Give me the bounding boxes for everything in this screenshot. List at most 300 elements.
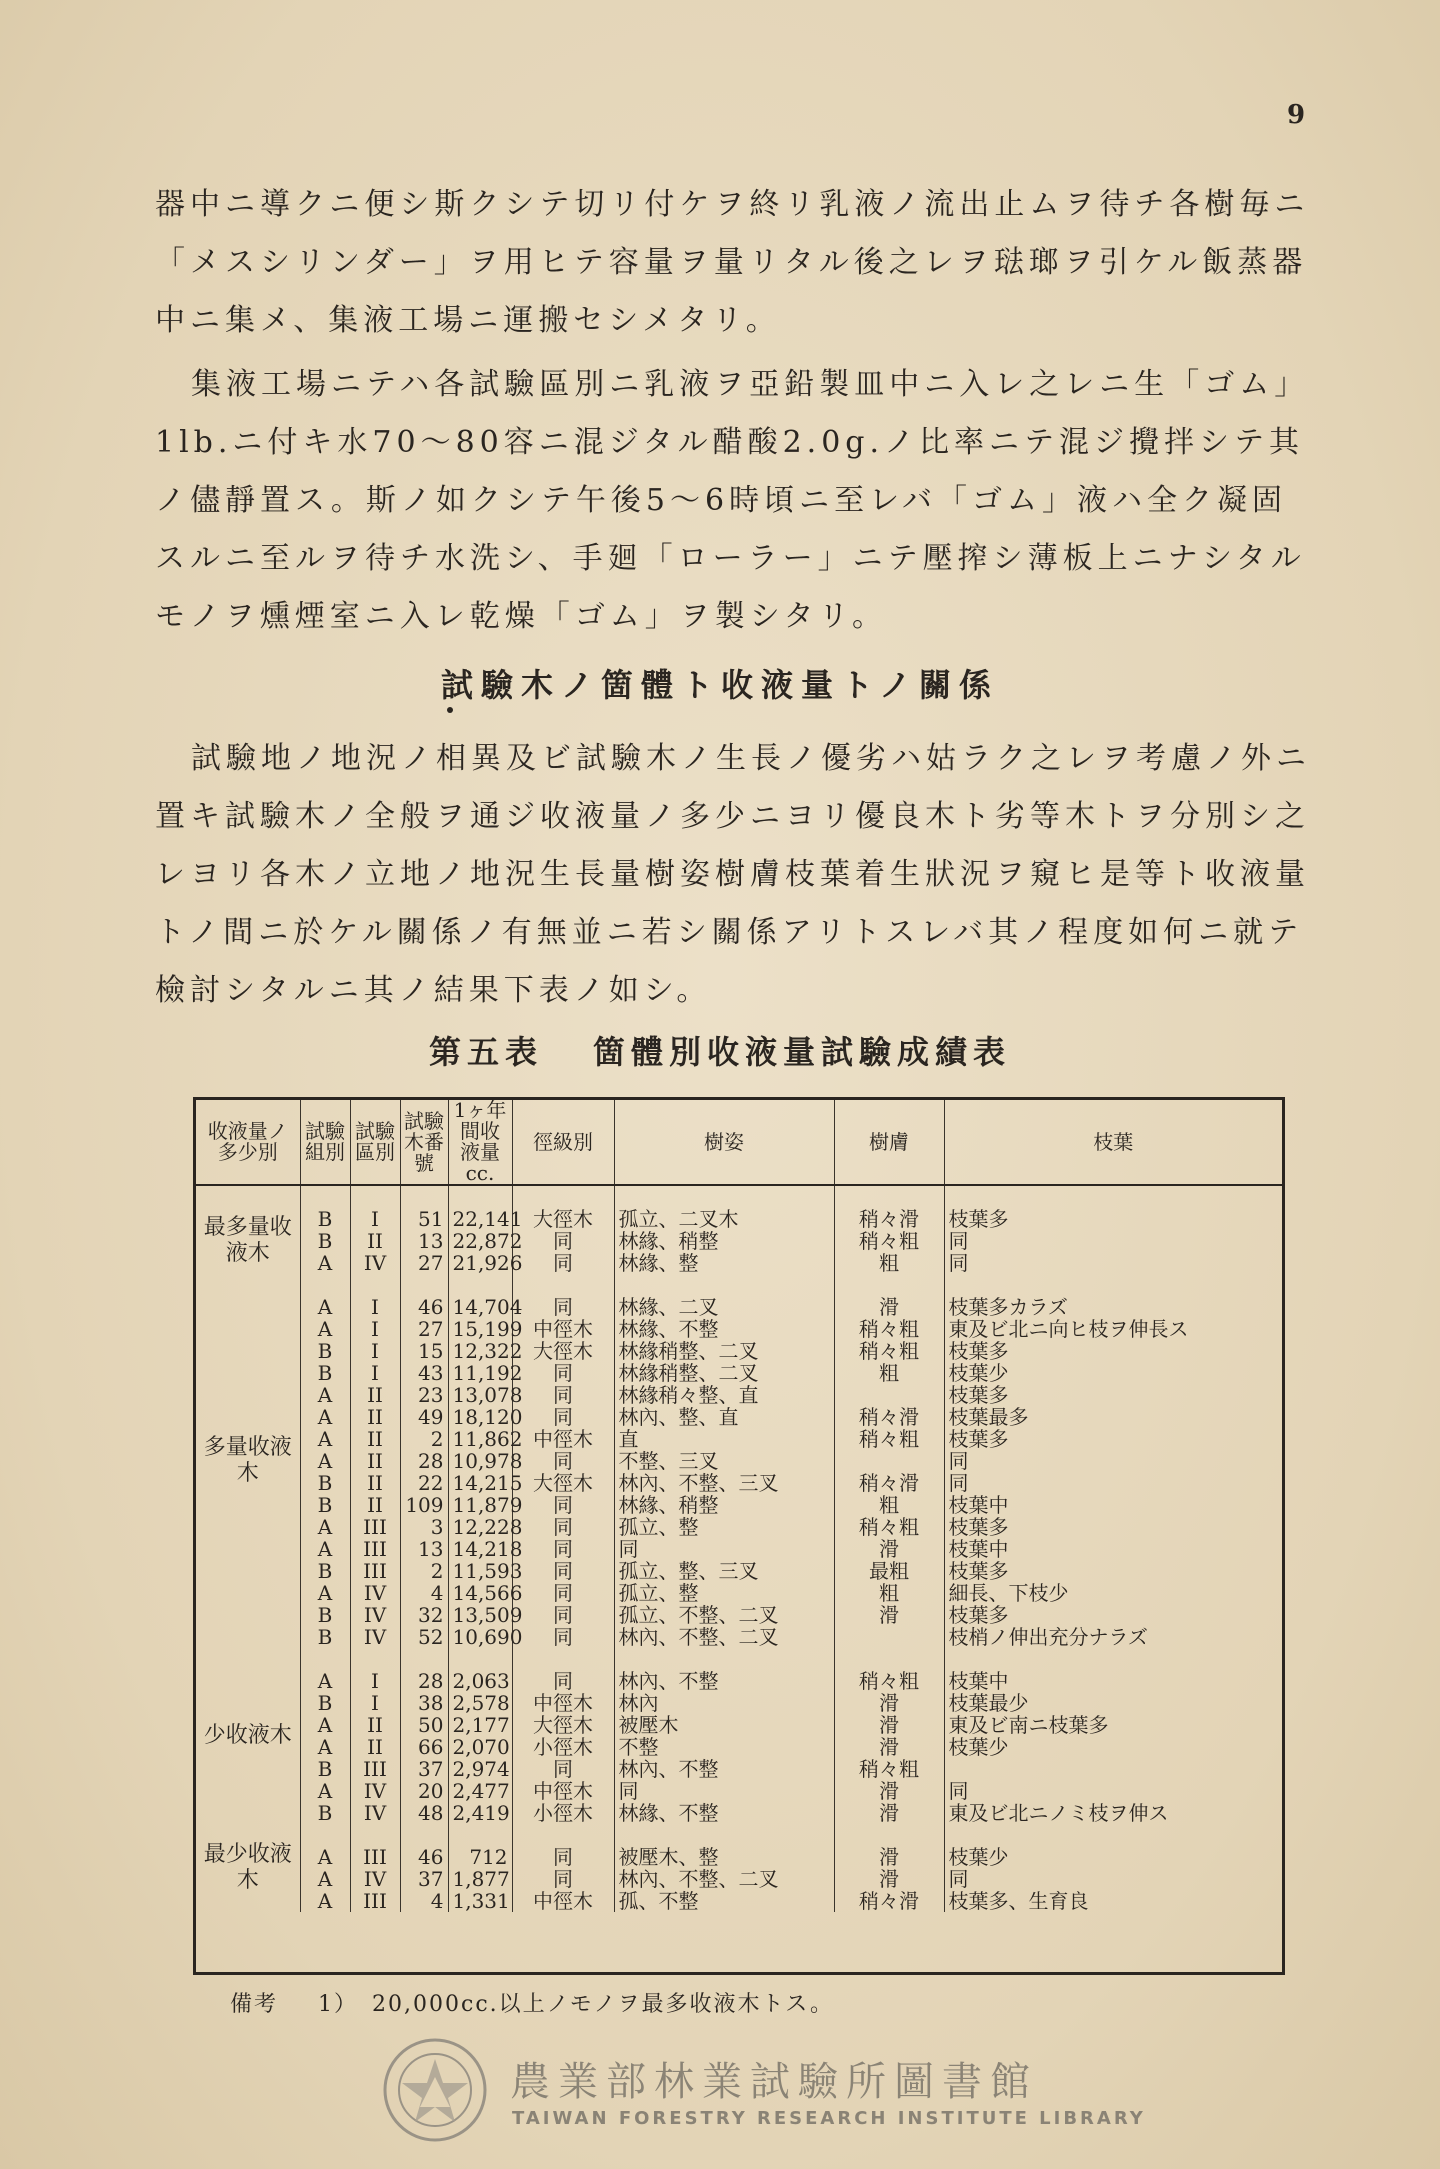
cell-foliage: 東及ビ北ニノミ枝ヲ伸ス [948,1801,1169,1825]
cell-set: B [300,1494,350,1516]
cell-tree-no: 13 [400,1230,448,1252]
cell-set: A [300,1406,350,1428]
library-name-english: TAIWAN FORESTRY RESEARCH INSTITUTE LIBRARY [512,2108,1146,2129]
header-yield: 1ヶ年間收液量cc. [448,1100,512,1185]
cell-tree-no: 38 [400,1692,448,1714]
cell-set: A [300,1714,350,1736]
cell-bark: 粗 [834,1362,944,1384]
table-note [230,1987,834,2018]
header-form: 樹姿 [614,1100,834,1185]
cell-form: 孤立、整 [614,1516,834,1538]
cell-tree-no: 48 [400,1802,448,1824]
cell-tree-no: 46 [400,1846,448,1868]
cell-diameter: 同 [512,1626,614,1648]
cell-foliage [944,1758,1282,1780]
cell-yield: 11,593 [448,1560,512,1582]
cell-plot: III [350,1846,400,1868]
spacer-cell [350,1185,400,1208]
table-row [196,1384,1282,1406]
spacer-cell [614,1824,834,1846]
cell-diameter: 大徑木 [512,1340,614,1362]
cell-plot: IV [350,1868,400,1890]
table-row [196,1428,1282,1450]
cell-tree-no: 109 [400,1494,448,1516]
cell-form: 同 [614,1538,834,1560]
cell-form: 林內、不整、二叉 [614,1626,834,1648]
cell-tree-no: 13 [400,1538,448,1560]
cell-plot: IV [350,1604,400,1626]
cell-yield: 2,419 [448,1802,512,1824]
cell-bark: 稍々粗 [834,1758,944,1780]
page-number: 9 [1287,100,1306,130]
spacer-cell [834,1648,944,1670]
cell-diameter: 同 [512,1384,614,1406]
cell-yield: 22,872 [448,1230,512,1252]
cell-plot: IV [350,1802,400,1824]
spacer-cell [400,1185,448,1208]
cell-set: B [300,1208,350,1230]
cell-diameter: 同 [512,1362,614,1384]
cell-diameter: 同 [512,1560,614,1582]
cell-yield: 14,215 [448,1472,512,1494]
cell-diameter: 同 [512,1846,614,1868]
cell-yield: 2,477 [448,1780,512,1802]
cell-form: 林內、不整 [614,1670,834,1692]
cell-bark: 滑 [834,1604,944,1626]
table-row [196,1472,1282,1494]
spacer-cell [400,1648,448,1670]
results-table [196,1100,1282,1912]
cell-form: 同 [614,1780,834,1802]
table-row [196,1516,1282,1538]
cell-bark: 滑 [834,1296,944,1318]
cell-plot: II [350,1736,400,1758]
cell-foliage: 枝葉中 [948,1669,1009,1693]
cell-yield: 2,974 [448,1758,512,1780]
cell-bark: 滑 [834,1736,944,1758]
cell-tree-no: 27 [400,1318,448,1340]
spacer-cell [400,1274,448,1296]
cell-set: B [300,1230,350,1252]
cell-plot: II [350,1494,400,1516]
spacer-cell [834,1274,944,1296]
cell-foliage: 枝梢ノ伸出充分ナラズ [948,1625,1148,1649]
cell-set: A [300,1582,350,1604]
cell-diameter: 大徑木 [512,1472,614,1494]
table-row [196,1450,1282,1472]
cell-set: A [300,1450,350,1472]
cell-tree-no: 27 [400,1252,448,1274]
cell-foliage: 東及ビ南ニ枝葉多 [948,1713,1109,1737]
cell-plot: I [350,1362,400,1384]
header-set: 試驗組別 [300,1100,350,1185]
cell-diameter: 中徑木 [512,1780,614,1802]
paragraph: 集液工場ニテハ各試驗區別ニ乳液ヲ亞鉛製皿中ニ入レ之レニ生「ゴム」1lb.ニ付キ水70～80容ニ混ジタル醋酸2.0g.ノ比率ニテ混ジ攪拌シテ其ノ儘靜置ス。斯ノ如クシテ午後5～6時頃ニ至レバ「ゴム」液ハ全ク凝固スルニ至ルヲ待チ水洗シ、手廻「ローラー」ニテ壓搾シ薄板上ニナシタルモノヲ燻煙室ニ入レ乾燥「ゴム」ヲ製シタリ。 [155,367,1310,634]
spacer-cell [300,1185,350,1208]
table-row [196,1780,1282,1802]
spacer-cell [300,1274,350,1296]
cell-bark [834,1450,944,1472]
cell-diameter: 同 [512,1252,614,1274]
table-row [196,1406,1282,1428]
cell-form: 被壓木、整 [614,1846,834,1868]
cell-bark: 稍々粗 [834,1318,944,1340]
cell-set: B [300,1472,350,1494]
header-diameter: 徑級別 [512,1100,614,1185]
cell-tree-no: 52 [400,1626,448,1648]
table-spacer-row [196,1274,1282,1296]
cell-set: B [300,1692,350,1714]
cell-form: 林緣稍整、二叉 [614,1362,834,1384]
cell-form: 不整、三叉 [614,1450,834,1472]
cell-foliage: 枝葉多カラズ [948,1295,1068,1319]
table-row [196,1318,1282,1340]
results-table-frame [193,1097,1285,1975]
cell-plot: I [350,1318,400,1340]
cell-form: 孤立、二叉木 [614,1208,834,1230]
cell-set: A [300,1538,350,1560]
cell-tree-no: 2 [400,1560,448,1582]
cell-diameter: 中徑木 [512,1428,614,1450]
library-name: 農業部林業試驗所圖書館 [510,2059,1038,2105]
spacer-cell [448,1824,512,1846]
cell-tree-no: 51 [400,1208,448,1230]
cell-foliage: 同 [948,1867,969,1891]
cell-diameter: 同 [512,1296,614,1318]
cell-yield: 14,566 [448,1582,512,1604]
cell-yield: 1,877 [448,1868,512,1890]
cell-bark: 粗 [834,1252,944,1274]
cell-plot: IV [350,1626,400,1648]
cell-plot: I [350,1296,400,1318]
cell-foliage: 枝葉最多 [948,1405,1029,1429]
cell-set: A [300,1252,350,1274]
cell-diameter: 中徑木 [512,1318,614,1340]
cell-tree-no: 15 [400,1340,448,1362]
table-row [196,1208,1282,1230]
cell-yield: 13,509 [448,1604,512,1626]
cell-plot: IV [350,1252,400,1274]
spacer-cell [944,1824,1282,1846]
spacer-cell [300,1824,350,1846]
cell-foliage: 同 [948,1779,969,1803]
table-row [196,1802,1282,1824]
cell-diameter: 同 [512,1516,614,1538]
header-bark: 樹膚 [834,1100,944,1185]
table-row [196,1494,1282,1516]
cell-tree-no: 2 [400,1428,448,1450]
table-row [196,1670,1282,1692]
cell-yield: 11,192 [448,1362,512,1384]
table-spacer-row [196,1648,1282,1670]
cell-form: 不整 [614,1736,834,1758]
cell-foliage: 枝葉多 [948,1339,1009,1363]
table-spacer-row [196,1824,1282,1846]
cell-yield: 14,218 [448,1538,512,1560]
header-plot: 試驗區別 [350,1100,400,1185]
cell-foliage: 枝葉多 [948,1515,1009,1539]
intro-text [155,176,1315,652]
cell-tree-no: 32 [400,1604,448,1626]
table-header-row [196,1100,1282,1185]
cell-tree-no: 20 [400,1780,448,1802]
table-row [196,1230,1282,1252]
cell-yield: 11,879 [448,1494,512,1516]
cell-form: 孤、不整 [614,1890,834,1912]
cell-tree-no: 43 [400,1362,448,1384]
cell-plot: I [350,1670,400,1692]
table-row [196,1604,1282,1626]
cell-plot: IV [350,1780,400,1802]
cell-foliage: 同 [948,1251,969,1275]
cell-bark: 滑 [834,1846,944,1868]
cell-form: 林緣、整 [614,1252,834,1274]
cell-set: A [300,1736,350,1758]
cell-foliage: 枝葉多 [948,1603,1009,1627]
cell-set: A [300,1780,350,1802]
cell-diameter: 同 [512,1582,614,1604]
cell-bark: 滑 [834,1802,944,1824]
cell-form: 林內、不整 [614,1758,834,1780]
paragraph: 器中ニ導クニ便シ斯クシテ切リ付ケヲ終リ乳液ノ流出止ムヲ待チ各樹毎ニ「メスシリンダー」ヲ用ヒテ容量ヲ量リタル後之レヲ琺瑯ヲ引ケル飯蒸器中ニ集メ、集液工場ニ運搬セシメタリ。 [155,187,1310,338]
cell-diameter: 同 [512,1406,614,1428]
cell-diameter: 同 [512,1450,614,1472]
cell-plot: II [350,1450,400,1472]
section-heading: 試驗木ノ箇體ト收液量トノ關係 [440,666,1000,704]
table-title [0,1027,1440,1073]
table-row [196,1296,1282,1318]
table-row [196,1362,1282,1384]
cell-plot: II [350,1384,400,1406]
group-label: 最多量收液木 [196,1208,300,1274]
cell-tree-no: 4 [400,1890,448,1912]
cell-plot: III [350,1560,400,1582]
spacer-cell [300,1648,350,1670]
spacer-cell [944,1185,1282,1208]
cell-diameter: 中徑木 [512,1890,614,1912]
cell-foliage: 枝葉少 [948,1845,1009,1869]
table-row [196,1538,1282,1560]
cell-tree-no: 50 [400,1714,448,1736]
spacer-cell [350,1274,400,1296]
cell-diameter: 大徑木 [512,1208,614,1230]
spacer-cell [350,1648,400,1670]
cell-yield: 15,199 [448,1318,512,1340]
cell-yield: 712 [448,1846,512,1868]
cell-set: A [300,1516,350,1538]
cell-yield: 12,228 [448,1516,512,1538]
cell-form: 林緣、不整 [614,1802,834,1824]
table-row [196,1626,1282,1648]
cell-set: B [300,1604,350,1626]
cell-tree-no: 46 [400,1296,448,1318]
cell-foliage: 同 [948,1449,969,1473]
cell-foliage: 同 [948,1471,969,1495]
cell-bark: 滑 [834,1714,944,1736]
cell-plot: I [350,1692,400,1714]
cell-yield: 11,862 [448,1428,512,1450]
cell-form: 林緣、稍整 [614,1494,834,1516]
cell-bark: 稍々粗 [834,1428,944,1450]
cell-foliage: 同 [948,1229,969,1253]
cell-form: 林緣、不整 [614,1318,834,1340]
cell-set: A [300,1296,350,1318]
cell-yield: 1,331 [448,1890,512,1912]
cell-tree-no: 37 [400,1868,448,1890]
cell-yield: 18,120 [448,1406,512,1428]
cell-bark: 滑 [834,1692,944,1714]
group-label: 少收液木 [196,1648,300,1824]
cell-foliage: 枝葉多、生育良 [948,1889,1089,1913]
cell-yield: 13,078 [448,1384,512,1406]
table-row [196,1560,1282,1582]
cell-bark: 最粗 [834,1560,944,1582]
cell-bark: 滑 [834,1538,944,1560]
cell-form: 直 [614,1428,834,1450]
cell-yield: 21,926 [448,1252,512,1274]
cell-plot: II [350,1714,400,1736]
cell-set: B [300,1626,350,1648]
cell-tree-no: 4 [400,1582,448,1604]
cell-bark: 滑 [834,1868,944,1890]
cell-form: 林緣、稍整 [614,1230,834,1252]
spacer-cell [512,1648,614,1670]
cell-diameter: 小徑木 [512,1736,614,1758]
cell-bark: 稍々滑 [834,1208,944,1230]
spacer-cell [512,1824,614,1846]
cell-diameter: 大徑木 [512,1714,614,1736]
cell-form: 林內、整、直 [614,1406,834,1428]
cell-form: 林內、不整、二叉 [614,1868,834,1890]
cell-plot: III [350,1538,400,1560]
section-text [155,730,1315,1026]
table-row [196,1252,1282,1274]
cell-foliage: 枝葉少 [948,1735,1009,1759]
header-foliage: 枝葉 [944,1100,1282,1185]
spacer-cell [196,1185,300,1208]
spacer-cell [448,1648,512,1670]
cell-plot: II [350,1472,400,1494]
cell-set: A [300,1428,350,1450]
table-row [196,1758,1282,1780]
cell-yield: 2,070 [448,1736,512,1758]
table-row [196,1868,1282,1890]
cell-set: A [300,1890,350,1912]
cell-diameter: 同 [512,1670,614,1692]
cell-form: 林緣、二叉 [614,1296,834,1318]
spacer-cell [448,1274,512,1296]
cell-bark: 粗 [834,1582,944,1604]
cell-form: 林內、不整、三叉 [614,1472,834,1494]
cell-tree-no: 37 [400,1758,448,1780]
spacer-cell [512,1185,614,1208]
note-text: 20,000cc.以上ノモノヲ最多收液木トス。 [372,1992,834,2017]
cell-tree-no: 3 [400,1516,448,1538]
dot-marker [447,707,453,713]
cell-set: B [300,1758,350,1780]
cell-bark [834,1384,944,1406]
cell-bark: 滑 [834,1780,944,1802]
table-spacer-row [196,1185,1282,1208]
cell-tree-no: 22 [400,1472,448,1494]
table-body [196,1185,1282,1912]
cell-tree-no: 66 [400,1736,448,1758]
table-row [196,1890,1282,1912]
cell-set: B [300,1340,350,1362]
cell-yield: 2,177 [448,1714,512,1736]
cell-tree-no: 28 [400,1670,448,1692]
cell-plot: I [350,1340,400,1362]
cell-tree-no: 23 [400,1384,448,1406]
cell-plot: II [350,1428,400,1450]
header-tree-no: 試驗木番號 [400,1100,448,1185]
cell-foliage: 枝葉最少 [948,1691,1029,1715]
cell-set: B [300,1560,350,1582]
note-label: 備考 [230,1992,279,2017]
cell-foliage: 枝葉多 [948,1383,1009,1407]
cell-plot: IV [350,1582,400,1604]
cell-diameter: 中徑木 [512,1692,614,1714]
cell-bark: 粗 [834,1494,944,1516]
spacer-cell [944,1648,1282,1670]
group-label: 多量收液木 [196,1274,300,1648]
cell-diameter: 同 [512,1758,614,1780]
cell-diameter: 同 [512,1230,614,1252]
cell-plot: III [350,1890,400,1912]
spacer-cell [400,1824,448,1846]
cell-form: 林緣稍整、二叉 [614,1340,834,1362]
header-group: 收液量ノ多少別 [196,1100,300,1185]
cell-bark: 稍々滑 [834,1472,944,1494]
table-title-name: 箇體別收液量試驗成績表 [593,1033,1012,1071]
cell-bark: 稍々粗 [834,1230,944,1252]
spacer-cell [512,1274,614,1296]
cell-bark: 稍々滑 [834,1890,944,1912]
library-seal-icon [380,2035,490,2145]
spacer-cell [834,1185,944,1208]
cell-form: 孤立、整 [614,1582,834,1604]
cell-set: B [300,1362,350,1384]
cell-bark: 稍々粗 [834,1516,944,1538]
cell-plot: I [350,1208,400,1230]
cell-foliage: 枝葉多 [948,1559,1009,1583]
cell-tree-no: 28 [400,1450,448,1472]
cell-foliage: 細長、下枝少 [948,1581,1069,1605]
cell-diameter: 同 [512,1494,614,1516]
cell-form: 被壓木 [614,1714,834,1736]
cell-bark: 稍々粗 [834,1340,944,1362]
cell-form: 林內 [614,1692,834,1714]
table-row [196,1692,1282,1714]
spacer-cell [834,1824,944,1846]
cell-foliage: 枝葉少 [948,1361,1009,1385]
note-number: 1） [318,1992,359,2017]
cell-bark: 稍々滑 [834,1406,944,1428]
cell-yield: 14,704 [448,1296,512,1318]
cell-yield: 10,690 [448,1626,512,1648]
cell-set: B [300,1802,350,1824]
cell-foliage: 枝葉中 [948,1537,1009,1561]
cell-yield: 10,978 [448,1450,512,1472]
cell-plot: III [350,1758,400,1780]
cell-set: A [300,1846,350,1868]
spacer-cell [614,1648,834,1670]
cell-form: 林緣稍々整、直 [614,1384,834,1406]
cell-form: 孤立、不整、二叉 [614,1604,834,1626]
cell-bark [834,1626,944,1648]
cell-diameter: 小徑木 [512,1802,614,1824]
cell-form: 孤立、整、三叉 [614,1560,834,1582]
